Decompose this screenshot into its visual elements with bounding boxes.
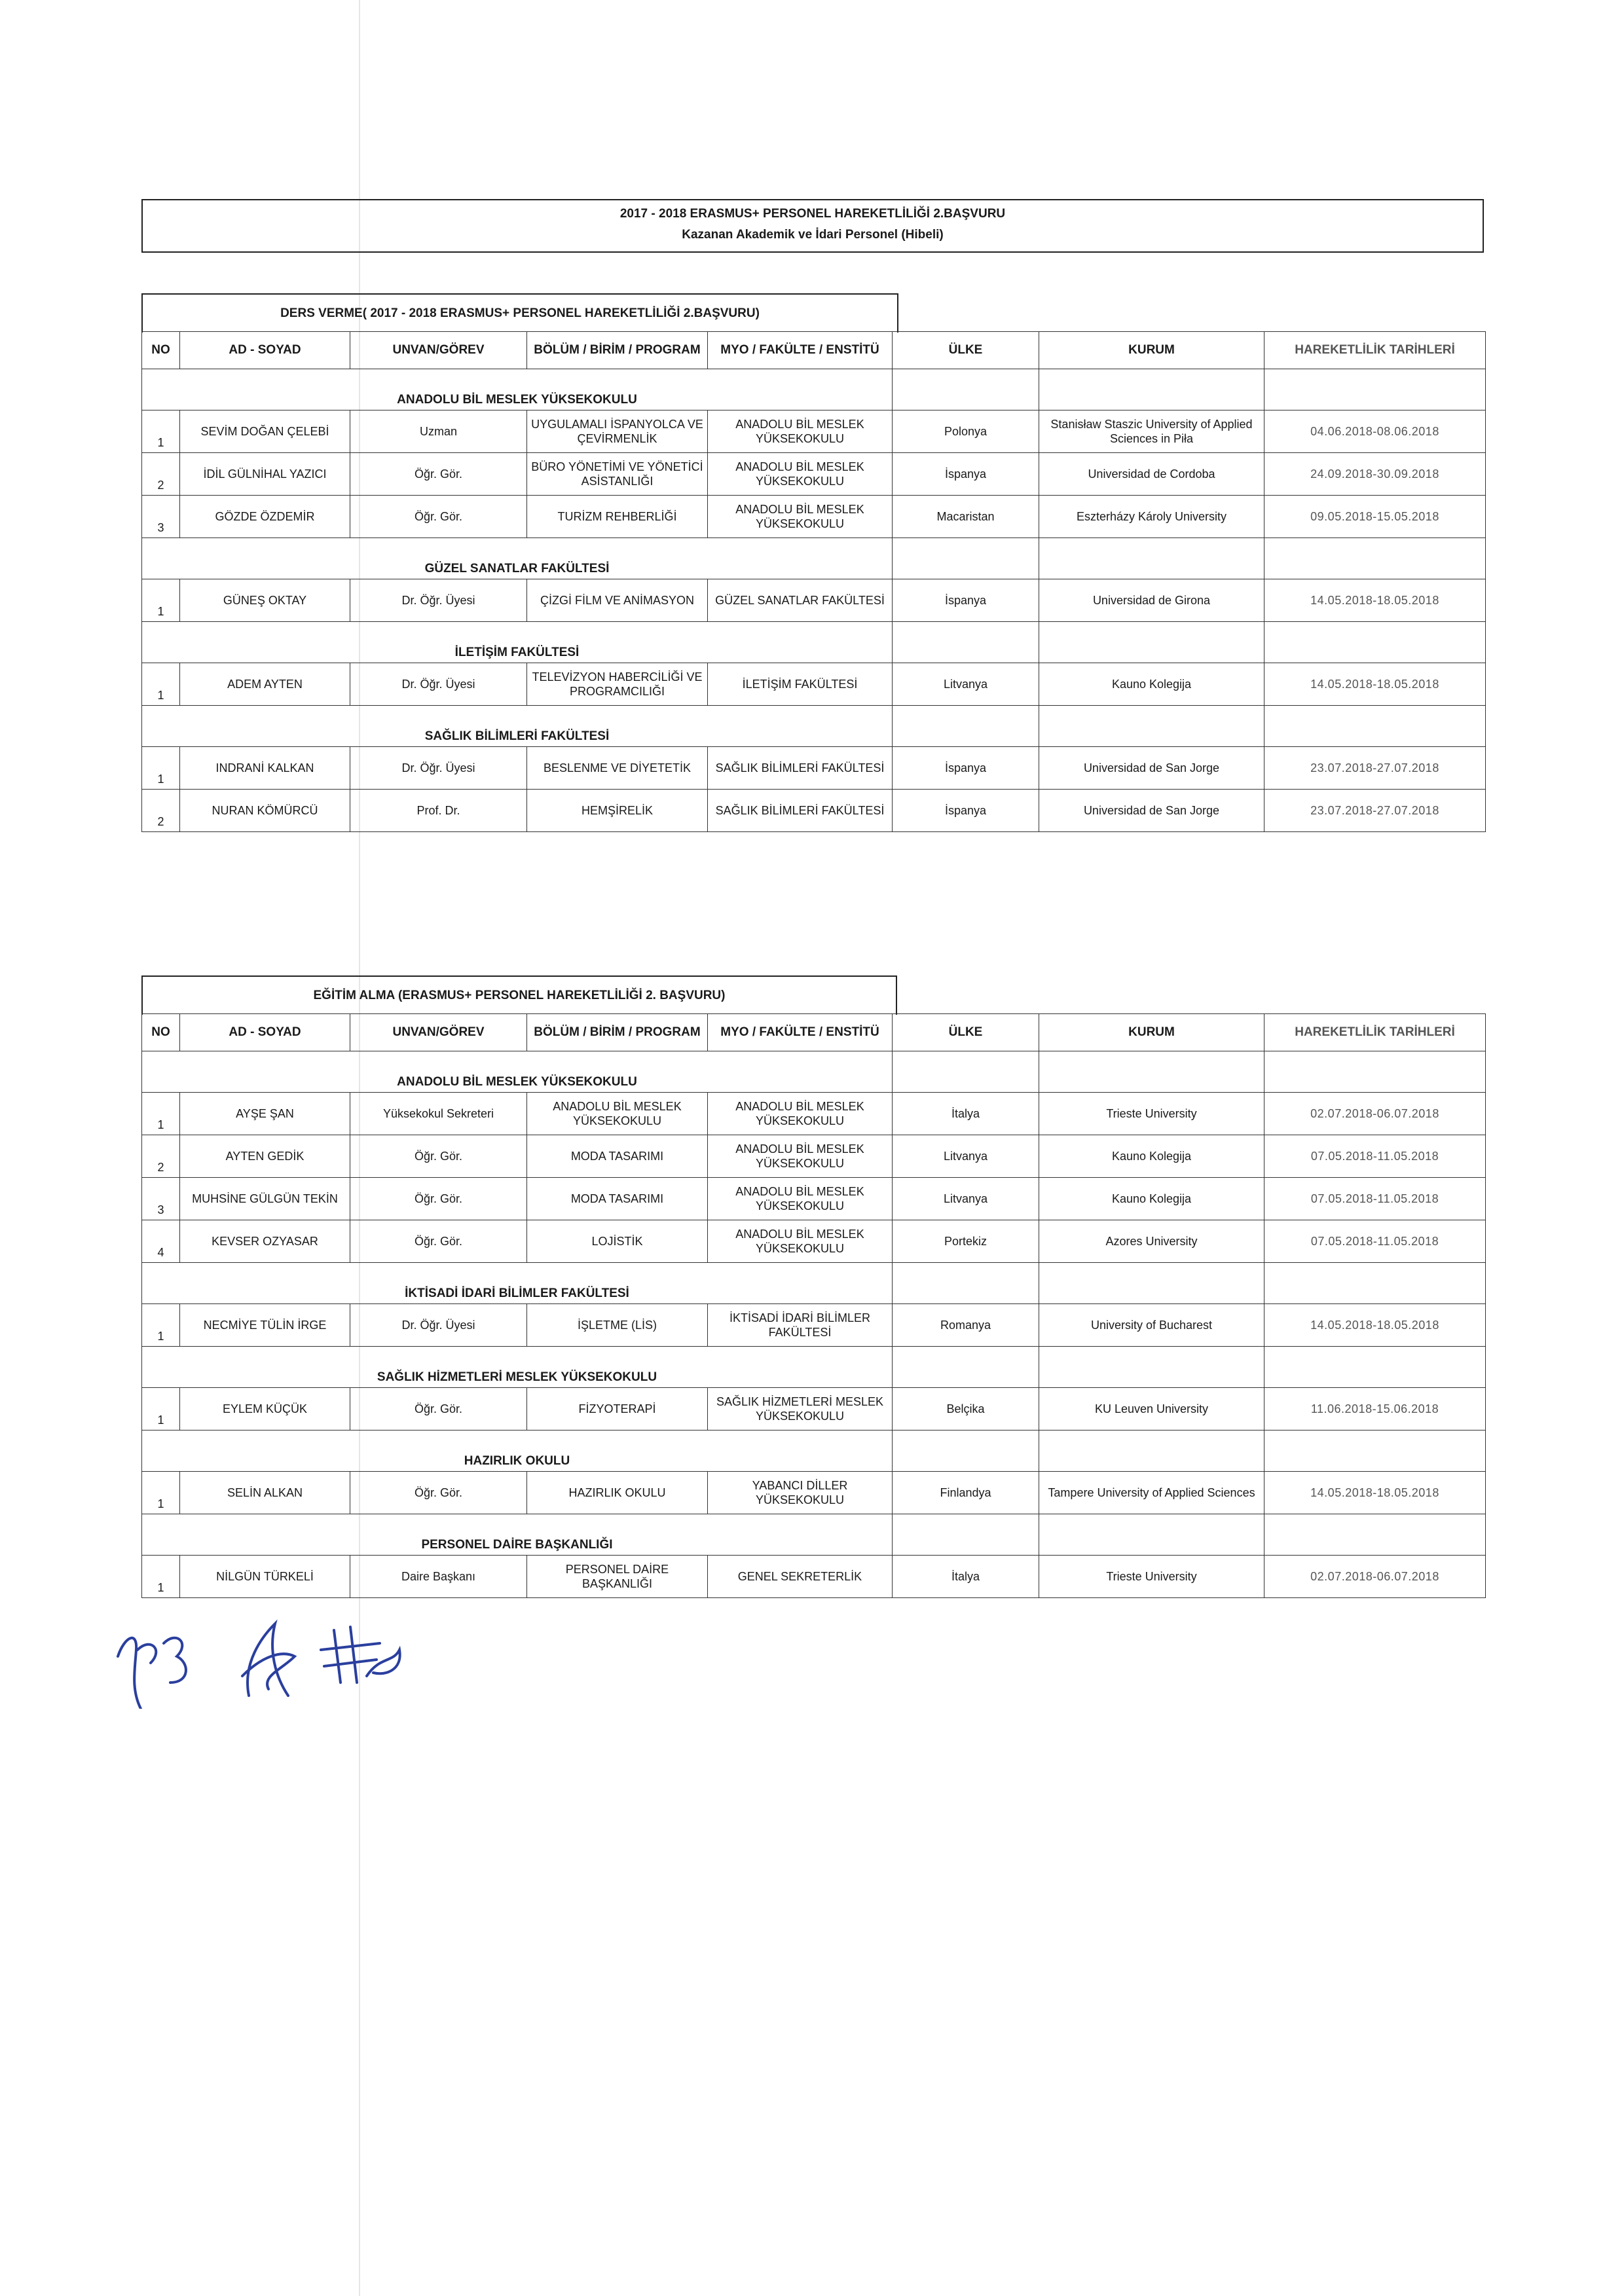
cell-name: SELİN ALKAN <box>180 1472 350 1514</box>
table-row <box>142 1093 1486 1135</box>
group-row-blank-cell <box>893 1430 1039 1472</box>
cell-no: 1 <box>142 579 180 622</box>
cell-no: 1 <box>142 1093 180 1135</box>
cell-institution: Universidad de San Jorge <box>1039 790 1264 832</box>
cell-country: İspanya <box>893 747 1039 790</box>
cell-name: AYTEN GEDİK <box>180 1135 350 1178</box>
group-row-blank-cell <box>1264 1514 1486 1556</box>
cell-dates: 14.05.2018-18.05.2018 <box>1264 1304 1486 1347</box>
cell-no: 1 <box>142 1388 180 1430</box>
group-name: ANADOLU BİL MESLEK YÜKSEKOKULU <box>142 1051 893 1093</box>
cell-title: Yüksekokul Sekreteri <box>350 1093 527 1135</box>
cell-institution: Kauno Kolegija <box>1039 663 1264 706</box>
cell-faculty: ANADOLU BİL MESLEK YÜKSEKOKULU <box>708 453 893 496</box>
group-row-blank-cell <box>1264 1051 1486 1093</box>
cell-name: NURAN KÖMÜRCÜ <box>180 790 350 832</box>
cell-institution: Azores University <box>1039 1220 1264 1263</box>
cell-dates: 11.06.2018-15.06.2018 <box>1264 1388 1486 1430</box>
cell-dates: 14.05.2018-18.05.2018 <box>1264 1472 1486 1514</box>
group-row <box>142 1430 1486 1472</box>
column-header-dates: HAREKETLİLİK TARİHLERİ <box>1264 1014 1486 1051</box>
table-row <box>142 1388 1486 1430</box>
cell-title: Uzman <box>350 410 527 453</box>
column-header-no: NO <box>142 1014 180 1051</box>
group-row-blank-cell <box>1264 706 1486 747</box>
cell-country: İspanya <box>893 790 1039 832</box>
cell-department: PERSONEL DAİRE BAŞKANLIĞI <box>527 1556 708 1598</box>
cell-title: Dr. Öğr. Üyesi <box>350 1304 527 1347</box>
group-row <box>142 1347 1486 1388</box>
cell-department: HAZIRLIK OKULU <box>527 1472 708 1514</box>
cell-faculty: GENEL SEKRETERLİK <box>708 1556 893 1598</box>
cell-institution: Eszterházy Károly University <box>1039 496 1264 538</box>
table-row <box>142 453 1486 496</box>
cell-title: Öğr. Gör. <box>350 496 527 538</box>
cell-title: Öğr. Gör. <box>350 1178 527 1220</box>
column-header-faculty: MYO / FAKÜLTE / ENSTİTÜ <box>708 332 893 369</box>
cell-country: İspanya <box>893 579 1039 622</box>
cell-institution: University of Bucharest <box>1039 1304 1264 1347</box>
cell-title: Dr. Öğr. Üyesi <box>350 747 527 790</box>
group-name: İKTİSADİ İDARİ BİLİMLER FAKÜLTESİ <box>142 1263 893 1304</box>
document-title: 2017 - 2018 ERASMUS+ PERSONEL HAREKETLİLİĞİ 2.BAŞVURU <box>619 207 1006 221</box>
cell-no: 2 <box>142 790 180 832</box>
cell-country: Romanya <box>893 1304 1039 1347</box>
group-name: HAZIRLIK OKULU <box>142 1430 893 1472</box>
cell-no: 1 <box>142 410 180 453</box>
cell-faculty: YABANCI DİLLER YÜKSEKOKULU <box>708 1472 893 1514</box>
signatures <box>111 1611 426 1709</box>
group-row <box>142 369 1486 410</box>
cell-faculty: ANADOLU BİL MESLEK YÜKSEKOKULU <box>708 1093 893 1135</box>
cell-faculty: ANADOLU BİL MESLEK YÜKSEKOKULU <box>708 410 893 453</box>
document-header <box>141 199 1484 253</box>
group-row <box>142 538 1486 579</box>
cell-country: Portekiz <box>893 1220 1039 1263</box>
cell-title: Dr. Öğr. Üyesi <box>350 663 527 706</box>
group-row-blank-cell <box>1264 1263 1486 1304</box>
cell-title: Daire Başkanı <box>350 1556 527 1598</box>
cell-dates: 07.05.2018-11.05.2018 <box>1264 1220 1486 1263</box>
cell-name: ADEM AYTEN <box>180 663 350 706</box>
table-row <box>142 1556 1486 1598</box>
group-row-blank-cell <box>893 538 1039 579</box>
cell-dates: 14.05.2018-18.05.2018 <box>1264 663 1486 706</box>
signature-3 <box>321 1627 400 1683</box>
group-row <box>142 622 1486 663</box>
table-row <box>142 1220 1486 1263</box>
table-row <box>142 790 1486 832</box>
cell-no: 2 <box>142 1135 180 1178</box>
signature-2 <box>242 1624 295 1696</box>
group-row-blank-cell <box>1039 369 1264 410</box>
column-header-title: UNVAN/GÖREV <box>350 1014 527 1051</box>
table-row <box>142 496 1486 538</box>
cell-title: Öğr. Gör. <box>350 1472 527 1514</box>
table-row <box>142 1178 1486 1220</box>
cell-department: FİZYOTERAPİ <box>527 1388 708 1430</box>
cell-no: 1 <box>142 1472 180 1514</box>
cell-name: INDRANİ KALKAN <box>180 747 350 790</box>
cell-dates: 02.07.2018-06.07.2018 <box>1264 1093 1486 1135</box>
cell-country: İtalya <box>893 1556 1039 1598</box>
cell-dates: 14.05.2018-18.05.2018 <box>1264 579 1486 622</box>
cell-country: Litvanya <box>893 663 1039 706</box>
cell-institution: Stanisław Staszic University of Applied Sciences in Piła <box>1039 410 1264 453</box>
cell-department: İŞLETME (LİS) <box>527 1304 708 1347</box>
cell-no: 2 <box>142 453 180 496</box>
cell-country: Polonya <box>893 410 1039 453</box>
cell-no: 1 <box>142 747 180 790</box>
table-row <box>142 747 1486 790</box>
cell-name: SEVİM DOĞAN ÇELEBİ <box>180 410 350 453</box>
cell-dates: 09.05.2018-15.05.2018 <box>1264 496 1486 538</box>
cell-country: Finlandya <box>893 1472 1039 1514</box>
column-header-no: NO <box>142 332 180 369</box>
column-header-institution: KURUM <box>1039 1014 1264 1051</box>
table-row <box>142 1135 1486 1178</box>
cell-faculty: ANADOLU BİL MESLEK YÜKSEKOKULU <box>708 1220 893 1263</box>
cell-department: BESLENME VE DİYETETİK <box>527 747 708 790</box>
group-name: SAĞLIK BİLİMLERİ FAKÜLTESİ <box>142 706 893 747</box>
cell-institution: Kauno Kolegija <box>1039 1178 1264 1220</box>
cell-country: Litvanya <box>893 1135 1039 1178</box>
cell-title: Öğr. Gör. <box>350 1135 527 1178</box>
cell-faculty: İKTİSADİ İDARİ BİLİMLER FAKÜLTESİ <box>708 1304 893 1347</box>
cell-department: ÇİZGİ FİLM VE ANİMASYON <box>527 579 708 622</box>
cell-dates: 02.07.2018-06.07.2018 <box>1264 1556 1486 1598</box>
cell-faculty: GÜZEL SANATLAR FAKÜLTESİ <box>708 579 893 622</box>
cell-faculty: ANADOLU BİL MESLEK YÜKSEKOKULU <box>708 1135 893 1178</box>
group-row <box>142 1263 1486 1304</box>
table-row <box>142 1304 1486 1347</box>
cell-institution: Universidad de San Jorge <box>1039 747 1264 790</box>
cell-country: Litvanya <box>893 1178 1039 1220</box>
cell-institution: Universidad de Girona <box>1039 579 1264 622</box>
column-header-institution: KURUM <box>1039 332 1264 369</box>
group-row-blank-cell <box>1039 622 1264 663</box>
cell-name: NECMİYE TÜLİN İRGE <box>180 1304 350 1347</box>
cell-title: Öğr. Gör. <box>350 453 527 496</box>
group-row-blank-cell <box>1264 622 1486 663</box>
cell-name: KEVSER OZYASAR <box>180 1220 350 1263</box>
table-row <box>142 410 1486 453</box>
table-row <box>142 663 1486 706</box>
group-row-blank-cell <box>893 622 1039 663</box>
cell-department: ANADOLU BİL MESLEK YÜKSEKOKULU <box>527 1093 708 1135</box>
cell-title: Öğr. Gör. <box>350 1388 527 1430</box>
cell-institution: Kauno Kolegija <box>1039 1135 1264 1178</box>
column-header-department: BÖLÜM / BİRİM / PROGRAM <box>527 332 708 369</box>
cell-no: 3 <box>142 1178 180 1220</box>
cell-dates: 23.07.2018-27.07.2018 <box>1264 747 1486 790</box>
cell-name: İDİL GÜLNİHAL YAZICI <box>180 453 350 496</box>
group-row-blank-cell <box>1039 1347 1264 1388</box>
table-row <box>142 1472 1486 1514</box>
cell-name: GÖZDE ÖZDEMİR <box>180 496 350 538</box>
group-row-blank-cell <box>893 1514 1039 1556</box>
cell-department: LOJİSTİK <box>527 1220 708 1263</box>
group-row <box>142 706 1486 747</box>
cell-no: 1 <box>142 1556 180 1598</box>
group-row-blank-cell <box>1039 1430 1264 1472</box>
cell-department: UYGULAMALI İSPANYOLCA VE ÇEVİRMENLİK <box>527 410 708 453</box>
group-row-blank-cell <box>1039 1263 1264 1304</box>
group-row-blank-cell <box>1039 1514 1264 1556</box>
cell-department: TELEVİZYON HABERCİLİĞİ VE PROGRAMCILIĞI <box>527 663 708 706</box>
column-header-name: AD - SOYAD <box>180 332 350 369</box>
cell-institution: Trieste University <box>1039 1093 1264 1135</box>
cell-no: 4 <box>142 1220 180 1263</box>
cell-dates: 23.07.2018-27.07.2018 <box>1264 790 1486 832</box>
group-row-blank-cell <box>1039 706 1264 747</box>
column-header-department: BÖLÜM / BİRİM / PROGRAM <box>527 1014 708 1051</box>
table-row <box>142 579 1486 622</box>
cell-no: 1 <box>142 663 180 706</box>
cell-no: 3 <box>142 496 180 538</box>
cell-country: İspanya <box>893 453 1039 496</box>
cell-faculty: ANADOLU BİL MESLEK YÜKSEKOKULU <box>708 1178 893 1220</box>
cell-department: MODA TASARIMI <box>527 1135 708 1178</box>
cell-name: NİLGÜN TÜRKELİ <box>180 1556 350 1598</box>
column-header-faculty: MYO / FAKÜLTE / ENSTİTÜ <box>708 1014 893 1051</box>
cell-faculty: ANADOLU BİL MESLEK YÜKSEKOKULU <box>708 496 893 538</box>
cell-faculty: İLETİŞİM FAKÜLTESİ <box>708 663 893 706</box>
group-row <box>142 1051 1486 1093</box>
column-header-title: UNVAN/GÖREV <box>350 332 527 369</box>
header-row <box>142 1014 1486 1051</box>
cell-institution: KU Leuven University <box>1039 1388 1264 1430</box>
cell-faculty: SAĞLIK BİLİMLERİ FAKÜLTESİ <box>708 790 893 832</box>
cell-name: GÜNEŞ OKTAY <box>180 579 350 622</box>
group-row-blank-cell <box>893 706 1039 747</box>
training-table <box>141 1013 1486 1598</box>
cell-faculty: SAĞLIK BİLİMLERİ FAKÜLTESİ <box>708 747 893 790</box>
cell-name: EYLEM KÜÇÜK <box>180 1388 350 1430</box>
cell-title: Öğr. Gör. <box>350 1220 527 1263</box>
cell-dates: 07.05.2018-11.05.2018 <box>1264 1135 1486 1178</box>
cell-name: AYŞE ŞAN <box>180 1093 350 1135</box>
cell-dates: 07.05.2018-11.05.2018 <box>1264 1178 1486 1220</box>
teaching-section-title: DERS VERME( 2017 - 2018 ERASMUS+ PERSONEL HAREKETLİLİĞİ 2.BAŞVURU) <box>141 293 898 333</box>
group-name: GÜZEL SANATLAR FAKÜLTESİ <box>142 538 893 579</box>
cell-title: Prof. Dr. <box>350 790 527 832</box>
column-header-country: ÜLKE <box>893 332 1039 369</box>
cell-name: MUHSİNE GÜLGÜN TEKİN <box>180 1178 350 1220</box>
cell-department: HEMŞİRELİK <box>527 790 708 832</box>
group-row-blank-cell <box>1264 1430 1486 1472</box>
group-row-blank-cell <box>1039 538 1264 579</box>
cell-country: Belçika <box>893 1388 1039 1430</box>
group-row-blank-cell <box>1039 1051 1264 1093</box>
group-row-blank-cell <box>893 369 1039 410</box>
group-name: SAĞLIK HİZMETLERİ MESLEK YÜKSEKOKULU <box>142 1347 893 1388</box>
signature-1 <box>118 1638 186 1709</box>
cell-institution: Tampere University of Applied Sciences <box>1039 1472 1264 1514</box>
document-subtitle: Kazanan Akademik ve İdari Personel (Hibeli) <box>682 228 944 242</box>
group-row <box>142 1514 1486 1556</box>
training-section-title: EĞİTİM ALMA (ERASMUS+ PERSONEL HAREKETLİLİĞİ 2. BAŞVURU) <box>141 975 897 1015</box>
group-row-blank-cell <box>893 1347 1039 1388</box>
column-header-country: ÜLKE <box>893 1014 1039 1051</box>
group-name: PERSONEL DAİRE BAŞKANLIĞI <box>142 1514 893 1556</box>
cell-country: İtalya <box>893 1093 1039 1135</box>
group-row-blank-cell <box>1264 538 1486 579</box>
cell-title: Dr. Öğr. Üyesi <box>350 579 527 622</box>
cell-institution: Universidad de Cordoba <box>1039 453 1264 496</box>
group-name: İLETİŞİM FAKÜLTESİ <box>142 622 893 663</box>
group-row-blank-cell <box>1264 369 1486 410</box>
cell-dates: 24.09.2018-30.09.2018 <box>1264 453 1486 496</box>
cell-institution: Trieste University <box>1039 1556 1264 1598</box>
cell-dates: 04.06.2018-08.06.2018 <box>1264 410 1486 453</box>
column-header-dates: HAREKETLİLİK TARİHLERİ <box>1264 332 1486 369</box>
group-row-blank-cell <box>893 1263 1039 1304</box>
cell-country: Macaristan <box>893 496 1039 538</box>
group-name: ANADOLU BİL MESLEK YÜKSEKOKULU <box>142 369 893 410</box>
cell-department: BÜRO YÖNETİMİ VE YÖNETİCİ ASİSTANLIĞI <box>527 453 708 496</box>
header-row <box>142 332 1486 369</box>
cell-faculty: SAĞLIK HİZMETLERİ MESLEK YÜKSEKOKULU <box>708 1388 893 1430</box>
cell-no: 1 <box>142 1304 180 1347</box>
group-row-blank-cell <box>1264 1347 1486 1388</box>
cell-department: TURİZM REHBERLİĞİ <box>527 496 708 538</box>
group-row-blank-cell <box>893 1051 1039 1093</box>
column-header-name: AD - SOYAD <box>180 1014 350 1051</box>
teaching-table <box>141 331 1486 832</box>
cell-department: MODA TASARIMI <box>527 1178 708 1220</box>
